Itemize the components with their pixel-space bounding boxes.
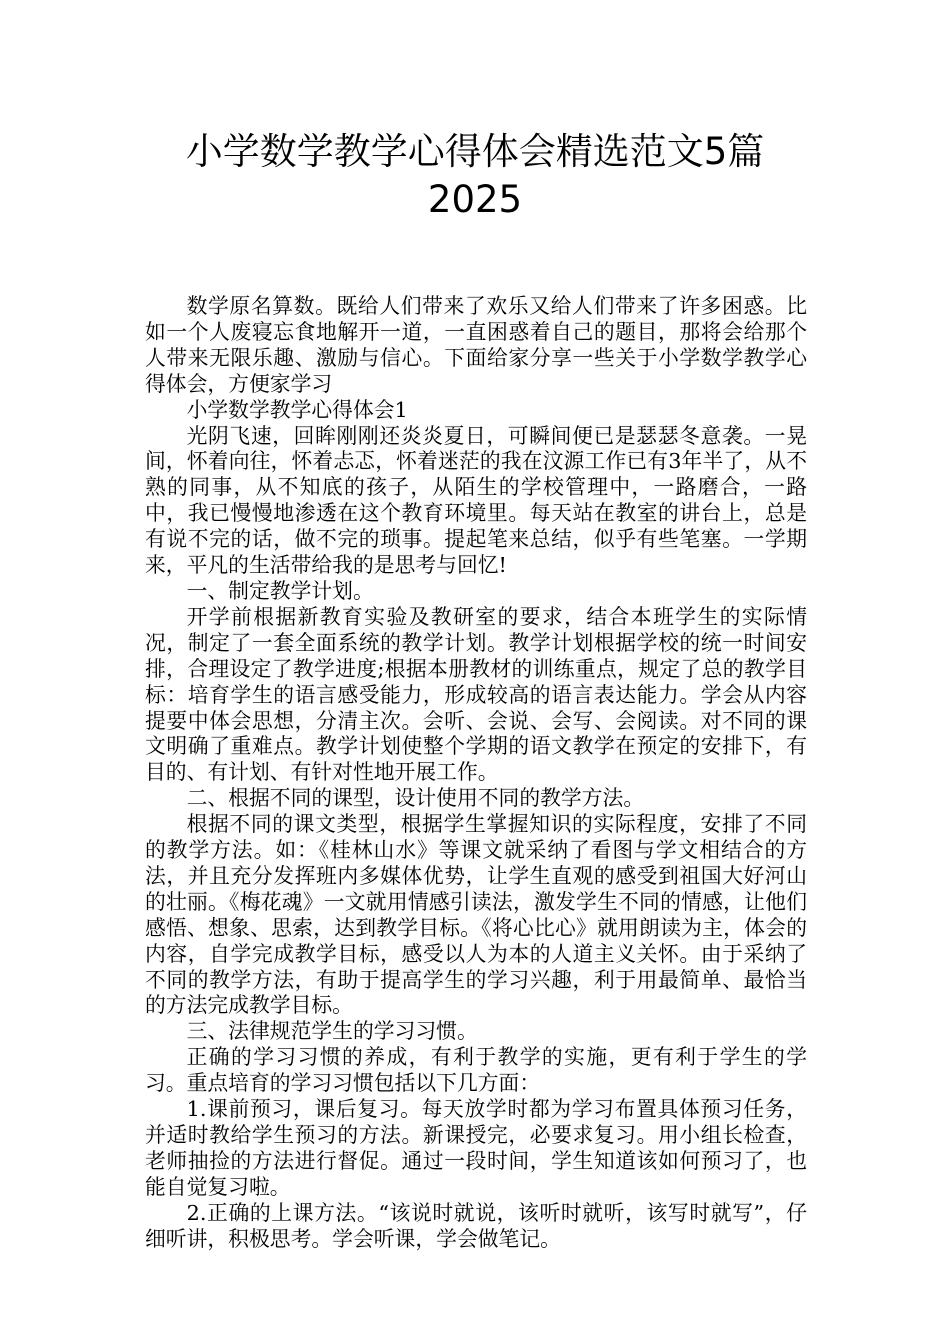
document-title-year: 2025 [427, 178, 523, 221]
subsection-heading: 一、制定教学计划。 [186, 578, 374, 603]
list-item: 2.正确的上课方法。“该说时就说，该听时就听，该写时就写”，仔细听讲，积极思考。学会听课，学会做笔记。 [145, 1200, 807, 1251]
intro-paragraph: 数学原名算数。既给人们带来了欢乐又给人们带来了许多困惑。比如一个人废寝忘食地解开一道，一直困惑着自己的题目，那将会给那个人带来无限乐趣、激励与信心。下面给家分享一些关于小学数学教学心得体会，方便家学习 [145, 294, 807, 396]
section-heading: 小学数学教学心得体会1 [186, 397, 408, 422]
document-title: 小学数学教学心得体会精选范文5篇 [185, 130, 765, 173]
subsection-heading: 三、法律规范学生的学习习惯。 [186, 1019, 478, 1044]
subsection-heading: 二、根据不同的课型，设计使用不同的教学方法。 [186, 786, 645, 811]
document-body [145, 294, 807, 1253]
list-item: 1.课前预习，课后复习。每天放学时都为学习布置具体预习任务，并适时教给学生预习的方法。新课授完，必要求复习。用小组长检查，老师抽捡的方法进行督促。通过一段时间，学生知道该如何预习了，也能自觉复习啦。 [145, 1097, 807, 1199]
body-paragraph: 根据不同的课文类型，根据学生掌握知识的实际程度，安排了不同的教学方法。如：《桂林山水》等课文就采纳了看图与学文相结合的方法，并且充分发挥班内多媒体优势，让学生直观的感受到祖国大好河山的壮丽。《梅花魂》一文就用情感引读法，激发学生不同的情感，让他们感悟、想象、思索，达到教学目标。《将心比心》就用朗读为主，体会的内容，自学完成教学目标，感受以人为本的人道主义关怀。由于采纳了不同的教学方法，有助于提高学生的学习兴趣，利于用最简单、最恰当的方法完成教学目标。 [145, 812, 807, 1018]
body-paragraph: 光阴飞速，回眸刚刚还炎炎夏日，可瞬间便已是瑟瑟冬意袭。一晃间，怀着向往，怀着忐忑，怀着迷茫的我在汶源工作已有3年半了，从不熟的同事，从不知底的孩子，从陌生的学校管理中，一路磨合，一路中，我已慢慢地渗透在这个教育环境里。每天站在教室的讲台上，总是有说不完的话，做不完的琐事。提起笔来总结，似乎有些笔塞。一学期来，平凡的生活带给我的是思考与回忆! [145, 423, 807, 578]
body-paragraph: 正确的学习习惯的养成，有利于教学的实施，更有利于学生的学习。重点培育的学习习惯包括以下几方面： [145, 1045, 807, 1096]
body-paragraph: 开学前根据新教育实验及教研室的要求，结合本班学生的实际情况，制定了一套全面系统的教学计划。教学计划根据学校的统一时间安排，合理设定了教学进度;根据本册教材的训练重点，规定了总的教学目标：培育学生的语言感受能力，形成较高的语言表达能力。学会从内容提要中体会思想，分清主次。会听、会说、会写、会阅读。对不同的课文明确了重难点。教学计划使整个学期的语文教学在预定的安排下，有目的、有计划、有针对性地开展工作。 [145, 604, 807, 785]
